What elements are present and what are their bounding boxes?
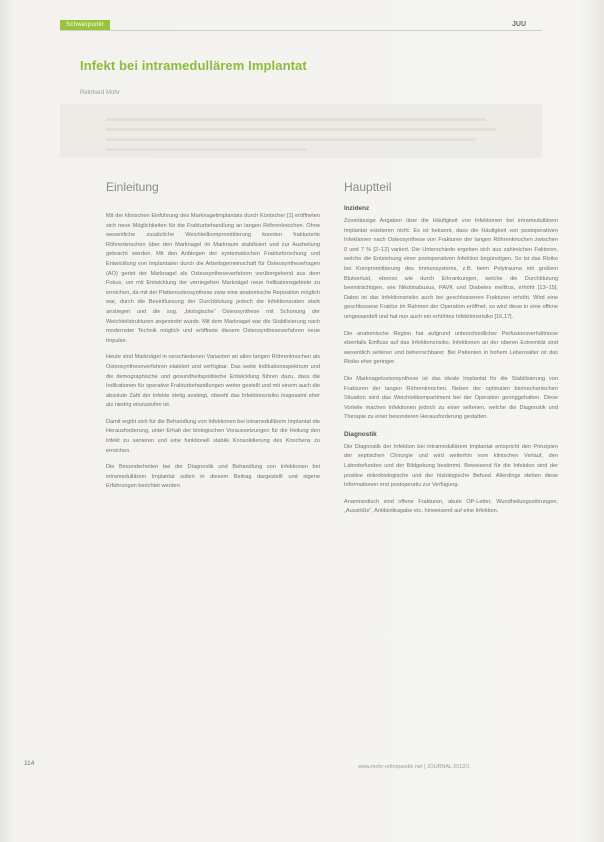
abstract-box [60,104,542,158]
paragraph: Die Diagnostik der Infektion bei intramedullärem Implantat entspricht den Prinzipien der septischen Chirurgie und wird weiterhin vom klinischen Verlauf, den Laborbefunden und der Bildgebung bestimmt. Beweisend für die Infektion sind der positive mikrobiologische und der histologische Befund. Allerdings stehen diese Informationen erst postoperativ zur Verfügung. [344,443,558,489]
left-column [106,212,320,499]
article-author: Reinhard Mohr [80,90,120,96]
paragraph: Mit der klinischen Einführung des Marknagelimplantats durch Küntscher [1] eröffneten sich neue Möglichkeiten für die Frakturbehandlung an langen Röhrenknochen. Ohne wesentliche zusätzliche Weichteilkompromittierung konnten frakturierte Röhrenknochen über den Marknagel im Markraum stabilisiert und zur Ausheilung gebracht werden. Mit den Anfängen der systematischen Frakturforschung und Entwicklung von Implantaten durch die Arbeitsgemeinschaft für Osteosynthesefragen (AO) geriet der Marknagel als Osteosyntheseverfahren vorübergehend aus dem Fokus, um mit Entwicklung der verriegelten Marknägel neue Indikationsgebiete zu erreichen, da mit der Plattenosteosynthese zwar eine anatomische Reposition möglich war, durch die Beeinflussung der Durchblutung jedoch die Infektionsraten stark anstiegen und die sog. „biologische“ Osteosynthese mit Schonung der Weichteilstrukturen angestrebt wurde. Mit dem Marknagel war die Stabilisierung nach modernster Technik möglich und eröffnete diesem Osteosyntheseverfahren neue Impulse. [106,213,320,344]
paragraph: Zuverlässige Angaben über die Häufigkeit von Infektionen bei intramedullärem Implantat existieren nicht. Es ist bekannt, dass die Häufigkeit von postoperativen Infektionen nach Osteosynthese von Frakturen der langen Röhrenknochen zwischen 0 und 7 % [2–12] variiert. Die Unterschiede ergeben sich aus zahlreichen Faktoren, welche die Entstehung einer postoperativen Infektion begünstigen. So ist das Risiko bei Kompromittierung des Immunsystems, z.B. beim Polytrauma mit großem Blutverlust, ebenso wie durch Erkrankungen, welche die Durchblutung beeinträchtigen, wie Nikotinabusus, PAVK und Diabetes mellitus, erhöht [13–15]. Dabei ist das Infektionsrisiko auch bei geschlossenen Frakturen erhöht. Wird eine geschlossene Fraktur im Rahmen der Operation eröffnet, so wird diese in eine offene umgewandelt und hat nun auch ein erhöhtes Infektionsrisiko [16,17]. [344,218,558,320]
rubric-label: Schwerpunkt [60,20,110,30]
abstract-text-line [106,128,496,131]
subhead-inzidenz: Inzidenz [344,205,370,212]
footer-source: www.mohr-orthopaedie.net | JOURNAL 2012/1 [358,764,470,770]
paragraph: Die anatomische Region hat aufgrund unterschiedlicher Perfusionsverhältnisse ebenfalls Einfluss auf das Infektionsrisiko. Infektionen an der oberen Extremität sind wesentlich seltener und beherrschbarer. Bei Patienten in hohem Lebensalter ist das Risiko eher geringer. [344,330,558,366]
journal-logo [512,21,526,28]
header-rule [60,30,542,31]
heading-einleitung: Einleitung [106,180,159,194]
abstract-text-line [106,118,486,121]
paragraph: Die Marknagelosteosynthese ist das ideale Implantat für die Stabilisierung von Frakturen der langen Röhrenknochen. Neben der optimalen biomechanischen Situation wird das Weichteilkompartiment bei der Operation geringgehalten. Diese Vorteile machen Infektionen jedoch zu einer seltenen, welche die Diagnostik und Therapie zu einer besonderen Herausforderung gestalten. [344,375,558,421]
subhead-diagnostik: Diagnostik [344,430,377,438]
abstract-text-line [106,138,476,141]
abstract-text-line [106,148,306,151]
right-column [344,204,558,524]
article-title: Infekt bei intramedullärem Implantat [80,58,307,73]
paragraph: Die Besonderheiten bei der Diagnostik und Behandlung von Infektionen bei intramedullärem Implantat sollen in diesem Beitrag dargestellt und eigene Erfahrungen berichtet werden. [106,464,320,490]
paragraph: Damit ergibt sich für die Behandlung von Infektionen bei intramedullärem Implantat die Herausforderung, unter Erhalt der biologischen Voraussetzungen für die Heilung den Infekt zu sanieren und eine funktionell stabile Konsolidierung des Knochens zu erreichen. [106,418,320,454]
paragraph: Heute sind Marknägel in verschiedenen Varianten an allen langen Röhrenknochen als Osteosyntheseverfahren etabliert und verfügbar. Das weite Indikationsspektrum und die demographische und gesundheitspolitische Entwicklung führen dazu, dass die Indikationen für operative Frakturbehandlungen weiter gestellt und mit einem auch die absolute Zahl der Infekte stetig ansteigt, obwohl das Infektionsrisiko insgesamt eher als niedrig einzustufen ist. [106,354,320,409]
heading-hauptteil: Hauptteil [344,180,392,194]
page-number: 114 [24,760,35,767]
journal-logo-text: JUU [512,21,527,28]
paragraph: Anamnestisch sind offene Frakturen, akute OP-Letter, Wundheilungsstörungen, „Ausstöße“, Antibiotikagabe etc. hinweisend auf eine Infektion. [344,498,558,515]
